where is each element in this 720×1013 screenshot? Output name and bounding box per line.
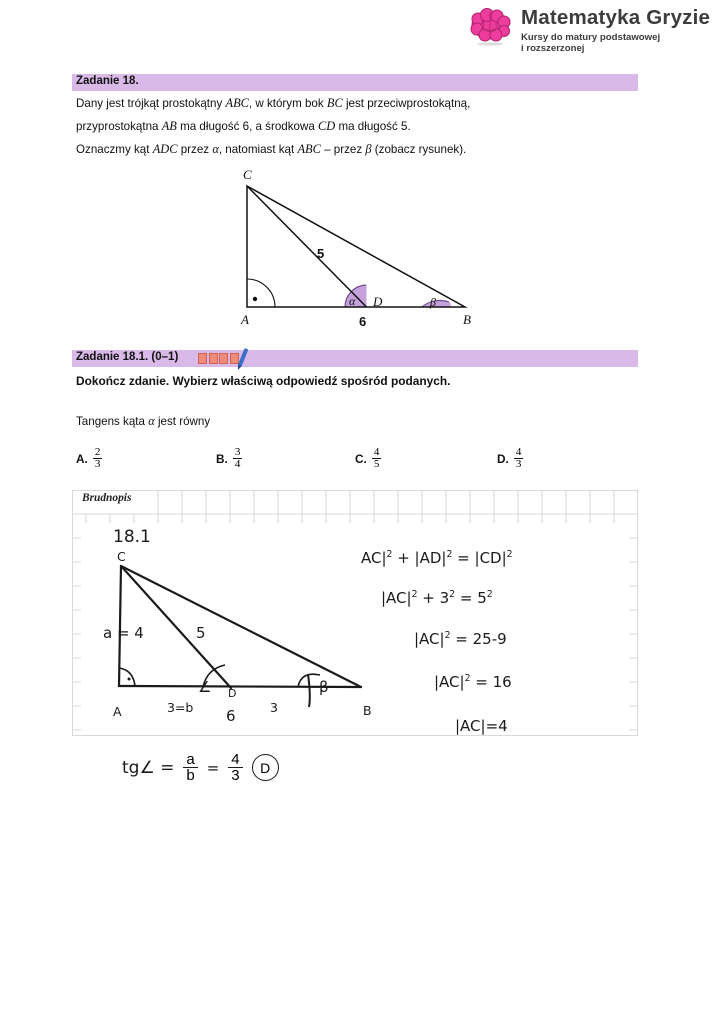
task-line-1-b: , w którym bok [248,97,324,110]
scratch-label: Brudnopis [82,492,132,504]
option-a-numerator: 2 [94,446,101,458]
eq1-p3: = |CD| [452,549,507,567]
handwriting-segment-db: 3 [270,700,278,715]
option-d-denominator: 3 [515,458,522,471]
eq1-s3: 2 [506,549,513,560]
option-d[interactable] [497,447,523,471]
eq3-p1: |AC| [414,630,445,648]
difficulty-rating [198,353,239,364]
brand-header [468,6,710,54]
task-line-3-e: (zobacz rysunek). [374,143,467,156]
task-line-3-d: – przez [324,143,363,156]
option-d-numerator: 4 [515,446,522,458]
svg-text:C: C [243,167,252,182]
eq3-s1: 2 [444,630,451,641]
task-line-3-m1: ADC [152,142,178,156]
rating-square [209,353,218,364]
svg-text:A: A [241,312,249,327]
rating-square [230,353,239,364]
option-c-letter: C. [355,451,367,466]
handwriting-final-answer [122,752,279,783]
final-fraction-result [228,752,242,783]
question-text-b: jest równy [157,415,211,428]
option-d-fraction [514,447,524,471]
option-a-letter: A. [76,451,88,466]
option-c[interactable] [355,447,381,471]
handwriting-angle-beta: β [319,678,329,696]
brand-subtitle-2: i rozszerzonej [521,42,585,54]
task-line-2-m1: AB [161,119,177,133]
task-heading-bar [72,74,638,91]
handwriting-equation-1 [361,549,513,567]
svg-text:5: 5 [317,246,325,261]
question-text [76,414,210,429]
eq2-s1: 2 [411,589,418,600]
handwriting-label-b: B [363,703,372,718]
subtask-heading-bar [72,350,638,367]
eq2-p3: = 5 [455,589,487,607]
task-line-3-c: , natomiast kąt [218,143,295,156]
eq1-p1: AC| [361,549,387,567]
handwriting-base-total: 6 [226,707,236,725]
task-line-2-c: ma długość 5. [338,120,411,133]
final-choice-circled: D [252,754,279,781]
task-line-1-m1: ABC [225,96,249,110]
handwriting-label-c: C [117,549,126,564]
final-f2-den: 3 [228,767,242,783]
svg-text:D: D [373,294,383,309]
handwriting-segment-ad: 3=b [167,700,194,715]
eq4-p1: |AC| [434,673,465,691]
handwriting-equation-3 [414,630,507,648]
task-line-3-a: Oznaczmy kąt [76,143,150,156]
subtask-heading: Zadanie 18.1. (0–1) [76,351,179,363]
svg-text:β: β [430,295,436,309]
option-b-denominator: 4 [234,458,241,471]
option-b-numerator: 3 [234,446,241,458]
task-line-1 [76,96,470,111]
eq2-s2: 2 [449,589,456,600]
final-f1-den: b [183,767,197,783]
eq1-s1: 2 [386,549,393,560]
eq1-s2: 2 [446,549,453,560]
task-line-3-b: przez [180,143,210,156]
eq1-p2: + |AD| [392,549,447,567]
option-a[interactable] [76,447,102,471]
question-alpha: α [148,414,155,428]
task-line-2-m2: CD [318,119,336,133]
option-a-fraction [93,447,103,471]
option-b[interactable] [216,447,242,471]
task-line-3-beta: β [365,142,372,156]
eq4-s1: 2 [464,673,471,684]
handwriting-equation-5: |AC|=4 [455,717,508,735]
option-b-letter: B. [216,451,228,466]
rating-square [198,353,207,364]
final-f2-num: 4 [231,751,240,768]
svg-text:B: B [463,312,471,327]
task-line-2-b: ma długość 6, a środkowa [180,120,315,133]
eq4-p2: = 16 [470,673,512,691]
right-angle-dot [253,297,257,301]
task-line-3-m3: ABC [297,142,321,156]
option-c-denominator: 5 [373,458,380,471]
option-d-letter: D. [497,451,509,466]
eq2-p2: + 3 [417,589,450,607]
option-b-fraction [233,447,243,471]
final-f1-num: a [186,751,195,768]
triangle-figure [225,166,475,349]
eq2-p1: |AC| [381,589,412,607]
task-line-1-a: Dany jest trójkąt prostokątny [76,97,223,110]
handwriting-angle-alpha: ∠ [198,678,212,696]
rating-square [219,353,228,364]
handwriting-side-a: a = 4 [103,624,144,642]
right-angle-arc [247,279,275,307]
question-text-a: Tangens kąta [76,415,145,428]
task-line-2-a: przyprostokątna [76,120,159,133]
handwriting-equation-2 [381,589,493,607]
handwriting-median-length: 5 [196,624,206,642]
task-heading: Zadanie 18. [76,75,139,87]
task-line-3 [76,142,466,157]
final-prefix: tg∠ = [122,757,175,778]
handwriting-label-d: D [228,687,237,700]
final-equals: = [206,758,220,777]
option-c-numerator: 4 [373,446,380,458]
task-line-2 [76,119,411,134]
handwriting-equation-4 [434,673,512,691]
brand-title: Matematyka Gryzie [521,6,711,29]
svg-text:6: 6 [359,314,367,329]
option-a-denominator: 3 [94,458,101,471]
handwriting-task-number: 18.1 [113,527,151,547]
task-line-1-m2: BC [326,96,343,110]
task-line-1-c: jest przeciwprostokątną, [345,97,471,110]
eq3-p2: = 25-9 [450,630,507,648]
task-line-3-alpha: α [212,142,219,156]
brand-subtitle-1: Kursy do matury podstawowej [521,31,661,43]
brain-icon [468,6,512,48]
option-c-fraction [372,447,382,471]
svg-text:α: α [349,294,356,308]
eq2-s3: 2 [486,589,493,600]
subtask-instruction: Dokończ zdanie. Wybierz właściwą odpowiedź spośród podanych. [76,374,451,388]
final-fraction-ab [183,752,197,783]
handwriting-label-a: A [113,704,122,719]
